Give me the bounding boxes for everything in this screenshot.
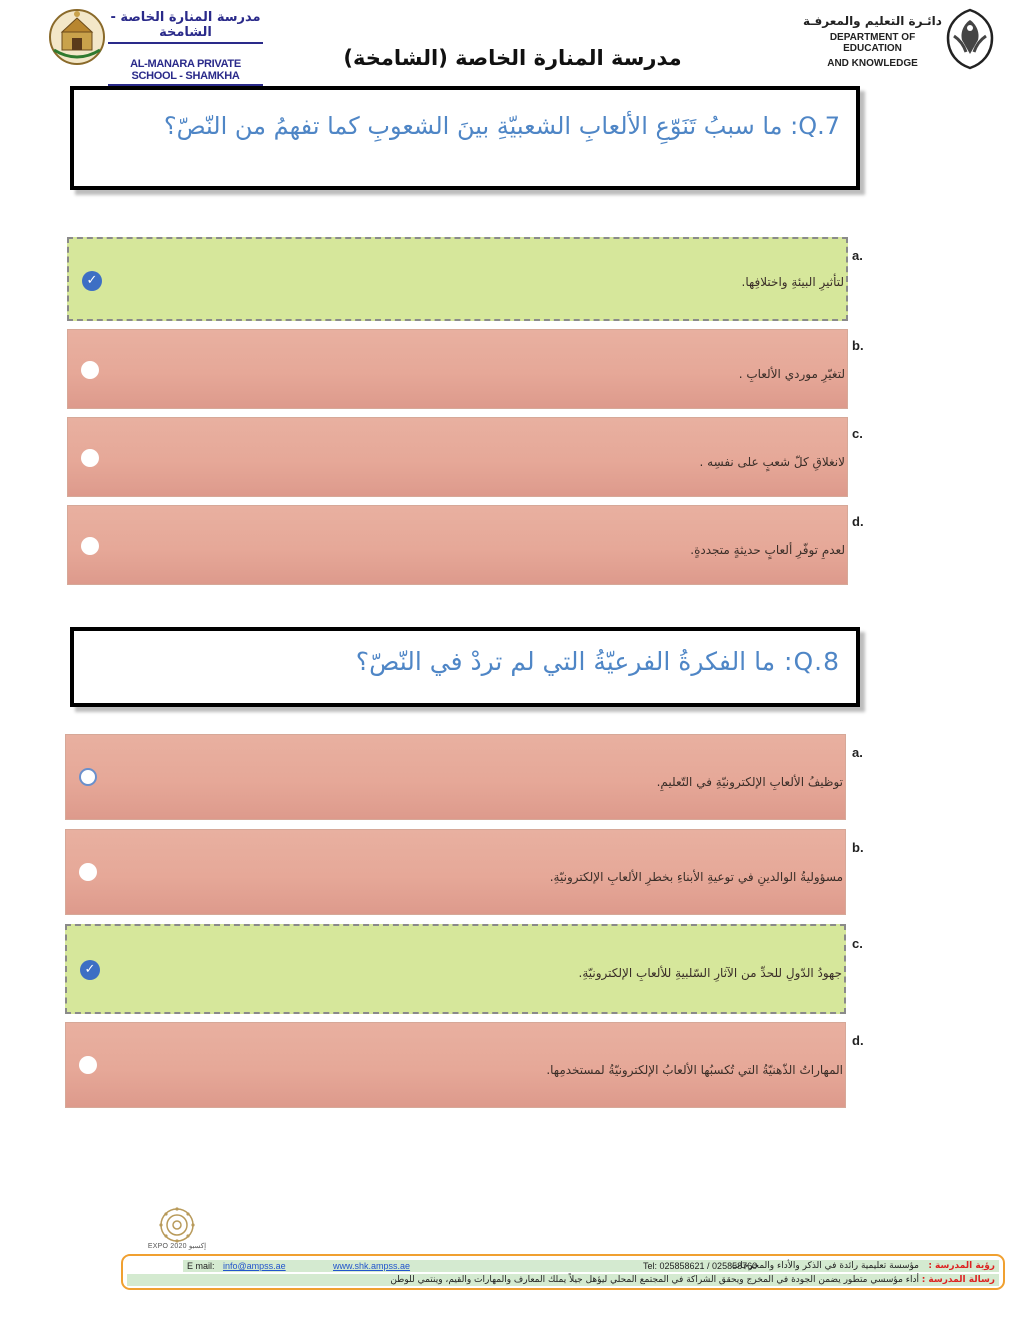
question-8-option-c[interactable]	[65, 924, 846, 1014]
department-name-english-line1: DEPARTMENT OF EDUCATION	[829, 32, 916, 54]
department-name	[800, 14, 945, 69]
radio-button-icon[interactable]	[81, 537, 99, 555]
mission-text: أداء مؤسسي متطور يضمن الجودة في المخرج ويحقق الشراكة في المجتمع المحلي ليؤهل جيلاً يملك المعارف والمهارات والقيم، وينتمي للوطن	[390, 1275, 919, 1285]
footer-row-vision	[183, 1260, 999, 1272]
question-7-option-b[interactable]	[67, 329, 848, 409]
school-name-divider	[108, 42, 263, 44]
question-7-text: Q.7: ما سببُ تَنَوّعِ الألعابِ الشعبيّةِ بينَ الشعوبِ كما تفهمُ من النّصّ؟	[163, 112, 840, 140]
radio-button-icon[interactable]	[79, 863, 97, 881]
department-name-arabic: دائـرة التعليم والمعرفـة	[803, 14, 942, 28]
question-8-option-a[interactable]	[65, 734, 846, 820]
question-8-option-b[interactable]	[65, 829, 846, 915]
school-name-arabic: مدرسة المنارة الخاصة - الشامخة	[110, 10, 261, 40]
telephone-numbers: Tel: 025858621 / 025858760	[643, 1261, 758, 1271]
page-header	[0, 0, 1020, 90]
footer-row-mission	[127, 1274, 999, 1286]
option-letter: c.	[852, 426, 863, 441]
question-8-box	[70, 627, 860, 707]
radio-button-icon[interactable]	[79, 1056, 97, 1074]
option-text: لتأثيرِ البيئةِ واختلافِها.	[741, 275, 844, 289]
question-8-option-d[interactable]	[65, 1022, 846, 1108]
checked-radio-icon[interactable]: ✓	[82, 271, 102, 291]
option-text: لتغيّرِ موردي الألعابِ .	[738, 367, 845, 381]
question-8-text: Q.8: ما الفكرةُ الفرعيّةُ التي لم تردْ في النّصّ؟	[355, 647, 840, 676]
option-letter: a.	[852, 248, 863, 263]
option-letter: c.	[852, 936, 863, 951]
question-7-option-d[interactable]	[67, 505, 848, 585]
email-label: E mail:	[187, 1261, 215, 1271]
radio-button-icon[interactable]	[81, 361, 99, 379]
option-letter: b.	[852, 338, 864, 353]
option-text: جهودُ الدّولِ للحدِّ من الآثارِ السّلبيةِ للألعابِ الإلكترونيّةِ.	[578, 966, 842, 980]
expo-2020-logo	[128, 1205, 226, 1257]
email-link[interactable]: info@ampss.ae	[223, 1261, 286, 1271]
option-letter: d.	[852, 1033, 864, 1048]
school-crest-logo	[48, 6, 106, 68]
radio-button-icon[interactable]	[79, 768, 97, 786]
option-text: المهاراتُ الذّهنيّةُ التي تُكسبُها الألعابُ الإلكترونيّةُ لمستخدمِها.	[546, 1063, 843, 1077]
option-text: لعدمِ توفّرِ ألعابٍ حديثةٍ متجددةٍ.	[690, 543, 845, 557]
department-name-english-line2: AND KNOWLEDGE	[827, 58, 918, 69]
mission-label: رسالة المدرسة :	[921, 1275, 995, 1285]
page-title: مدرسة المنارة الخاصة (الشامخة)	[343, 46, 682, 70]
vision-label: رؤية المدرسة :	[928, 1261, 995, 1271]
school-name-english: AL-MANARA PRIVATE SCHOOL - SHAMKHA	[130, 58, 241, 82]
school-name	[108, 10, 263, 86]
question-7-option-c[interactable]	[67, 417, 848, 497]
question-7-box	[70, 86, 860, 190]
option-text: توظيفُ الألعابِ الإلكترونيّةِ في التّعليمِ.	[656, 775, 843, 789]
option-letter: a.	[852, 745, 863, 760]
radio-button-icon[interactable]	[81, 449, 99, 467]
expo-2020-emblem-icon	[128, 1205, 226, 1243]
question-7-option-a[interactable]	[67, 237, 848, 321]
falcon-emblem-logo	[942, 6, 998, 70]
option-letter: b.	[852, 840, 864, 855]
website-link[interactable]: www.shk.ampss.ae	[333, 1261, 411, 1271]
vision-text: مؤسسة تعليمية رائدة في الذكر والأداء والمخرجات	[731, 1261, 919, 1271]
option-text: مسؤوليةُ الوالدينِ في توعيةِ الأبناءِ بخطرِ الألعابِ الإلكترونيّةِ.	[549, 870, 843, 884]
expo-label: EXPO 2020 إكسبو	[147, 1243, 207, 1250]
checked-radio-icon[interactable]: ✓	[80, 960, 100, 980]
option-letter: d.	[852, 514, 864, 529]
footer-contact-box	[121, 1254, 1005, 1290]
option-text: لانغلاقِ كلّ شعبٍ على نفسِه .	[699, 455, 845, 469]
